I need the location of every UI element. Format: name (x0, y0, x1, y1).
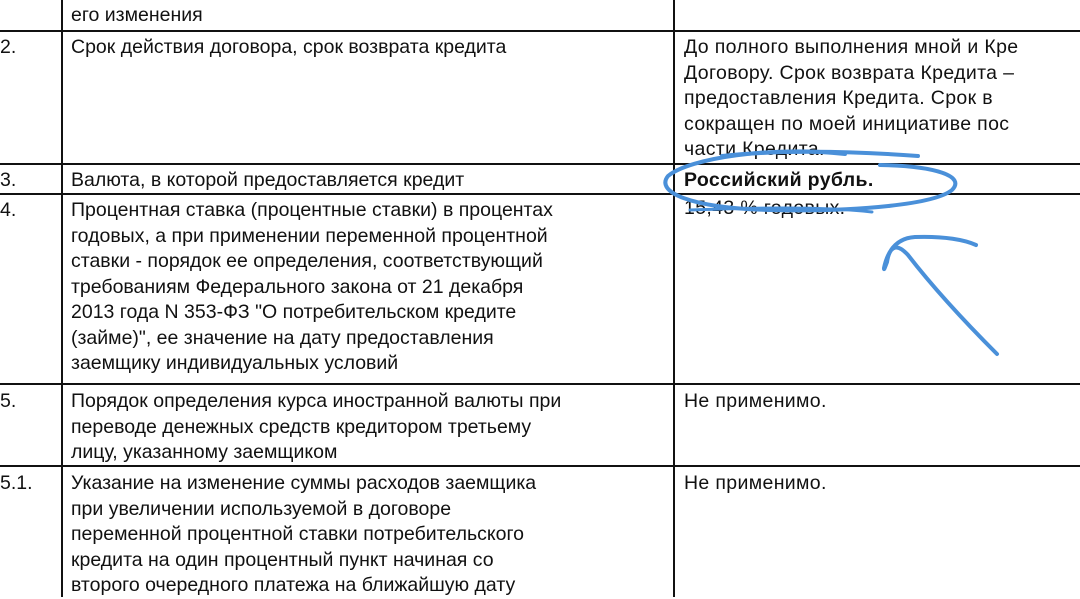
row-value: До полного выполнения мной и Кре Договору. Срок возврата Кредита – предоставления Кредита. Срок в сокращен по моей инициативе пос части Кредита. (684, 36, 1019, 160)
annotation-arrow (884, 237, 997, 354)
row-description: Процентная ставка (процентные ставки) в процентах годовых, а при применении переменной процентной ставки - порядок ее определения, соответствующий требованиям Федерального закона от 21 декабря 2013 года N 353-ФЗ "О потребительском кредите (займе)", ее значение на дату предоставления заемщику индивидуальных условий (71, 199, 553, 374)
row-value: Не применимо. (684, 472, 827, 494)
row-description: его изменения (71, 4, 203, 26)
row-description: Указание на изменение суммы расходов заемщика при увеличении используемой в договоре переменной процентной ставки потребительского кредита на один процентный пункт начиная со второго очередного платежа на ближайшую дату (71, 472, 537, 596)
interest-rate-value: 15,43 % годовых. (684, 197, 846, 219)
currency-value: Российский рубль. (684, 169, 874, 191)
row-number: 4. (0, 199, 17, 221)
row-value: Не применимо. (684, 390, 827, 412)
row-number: 5. (0, 390, 17, 412)
row-number: 3. (0, 169, 17, 191)
row-number: 5.1. (0, 472, 33, 494)
row-description: Срок действия договора, срок возврата кредита (71, 36, 507, 58)
row-description: Порядок определения курса иностранной валюты при переводе денежных средств кредитором третьему лицу, указанному заемщиком (71, 390, 562, 463)
row-number: 2. (0, 36, 17, 58)
row-description: Валюта, в которой предоставляется кредит (71, 169, 465, 191)
annotation-circle (665, 151, 955, 210)
